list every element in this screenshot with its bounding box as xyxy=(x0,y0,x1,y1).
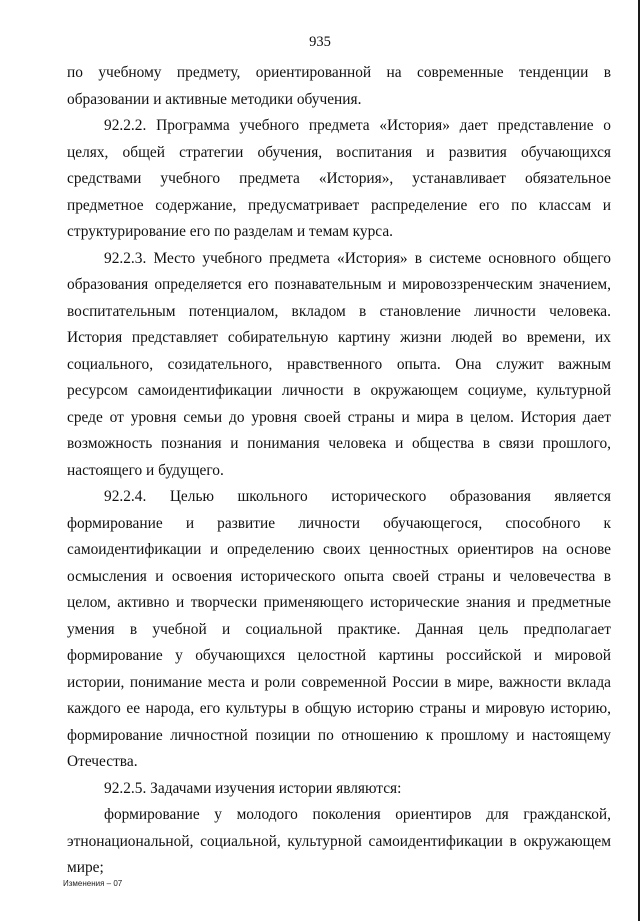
page-number: 935 xyxy=(309,34,331,50)
body-text xyxy=(67,60,611,882)
paragraph-92-2-2: 92.2.2. Программа учебного предмета «История» дает представление о целях, общей стратегии обучения, воспитания и развития обучающихся средствами учебного предмета «История», устанавливает обязательное предметное содержание, предусматривает распределение его по классам и структурирование его по разделам и темам курса. xyxy=(67,117,611,240)
paragraph-task-item: формирование у молодого поколения ориентиров для гражданской, этнонациональной, социальной, культурной самоидентификации в окружающем мире; xyxy=(67,806,611,876)
paragraph-92-2-3: 92.2.3. Место учебного предмета «История» в системе основного общего образования определяется его познавательным и мировоззренческим значением, воспитательным потенциалом, вкладом в становление личности человека. История представляет собирательную картину жизни людей во времени, их социального, созидательного, нравственного опыта. Она служит важным ресурсом самоидентификации личности в окружающем социуме, культурной среде от уровня семьи до уровня своей страны и мира в целом. История дает возможность познания и понимания человека и общества в связи прошлого, настоящего и будущего. xyxy=(67,249,611,479)
paragraph-continuation: по учебному предмету, ориентированной на современные тенденции в образовании и активные методики обучения. xyxy=(67,64,611,108)
footer-revision-note: Изменения – 07 xyxy=(63,879,123,888)
paragraph-92-2-4: 92.2.4. Целью школьного исторического образования является формирование и развитие личности обучающегося, способного к самоидентификации и определению своих ценностных ориентиров на основе осмысления и освоения исторического опыта своей страны и человечества в целом, активно и творчески применяющего исторические знания и предметные умения в учебной и социальной практике. Данная цель предполагает формирование у обучающихся целостной картины российской и мировой истории, понимание места и роли современной России в мире, важности вклада каждого ее народа, его культуры в общую историю страны и мировую историю, формирование личностной позиции по отношению к прошлому и настоящему Отечества. xyxy=(67,488,611,770)
paragraph-92-2-5: 92.2.5. Задачами изучения истории являются: xyxy=(104,779,402,797)
